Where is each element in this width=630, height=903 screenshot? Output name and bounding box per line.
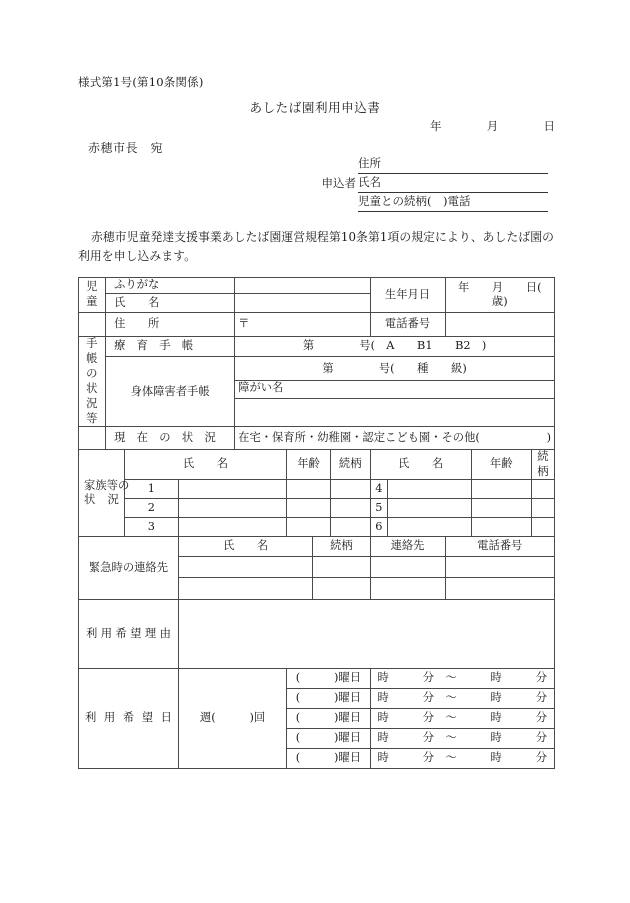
child-address-label: 住 所 xyxy=(114,317,160,331)
family-age-input-2[interactable] xyxy=(287,498,331,517)
desired-time-1[interactable]: 時 分 ～ 時 分 xyxy=(370,668,554,688)
desired-days-label-text: 利 用 希 望 日 xyxy=(85,711,172,725)
handbook-vertical-label-char-4: 状 xyxy=(86,381,98,395)
desired-time-4[interactable]: 時 分 ～ 時 分 xyxy=(370,728,554,748)
family-relation-input-3[interactable] xyxy=(330,517,370,536)
table-row-shintai-number xyxy=(79,357,555,381)
family-header-name-left: 氏 名 xyxy=(124,450,286,479)
family-relation-input-4[interactable] xyxy=(531,479,554,498)
child-furigana-label: ふりがな xyxy=(114,278,160,292)
child-name-input[interactable] xyxy=(235,294,370,313)
application-form-table xyxy=(78,277,565,769)
desired-day-4[interactable]: ( )曜日 xyxy=(287,728,370,748)
handbook-vertical-label-char-2: 帳 xyxy=(86,351,98,365)
date-year-label: 年 xyxy=(430,119,442,133)
family-relation-input-2[interactable] xyxy=(330,498,370,517)
emergency-header-name: 氏 名 xyxy=(178,536,312,556)
desired-time-2[interactable]: 時 分 ～ 時 分 xyxy=(370,688,554,708)
emergency-phone-input-1[interactable] xyxy=(445,556,554,577)
desired-frequency[interactable]: 週( )回 xyxy=(178,668,286,768)
handbook-vertical-label xyxy=(79,337,106,427)
family-name-input-2[interactable] xyxy=(178,498,286,517)
current-status-label: 現 在 の 状 況 xyxy=(114,431,216,445)
child-vertical-label-char-2: 童 xyxy=(86,295,98,308)
table-row-child-name xyxy=(79,278,555,294)
family-label xyxy=(79,450,130,536)
family-row-number-5: 5 xyxy=(370,498,388,517)
form-number: 様式第1号(第10条関係) xyxy=(78,75,204,89)
emergency-name-input-2[interactable] xyxy=(178,577,312,599)
child-phone-label: 電話番号 xyxy=(370,313,445,337)
family-row-number-4: 4 xyxy=(370,479,388,498)
desired-day-5[interactable]: ( )曜日 xyxy=(287,748,370,768)
family-row-number-6: 6 xyxy=(370,517,388,536)
family-age-input-5[interactable] xyxy=(471,498,531,517)
family-relation-input-6[interactable] xyxy=(531,517,554,536)
child-phone-input[interactable] xyxy=(445,313,554,337)
desired-day-2[interactable]: ( )曜日 xyxy=(287,688,370,708)
emergency-header-phone: 電話番号 xyxy=(445,536,554,556)
ryoiku-value[interactable]: 第 号( A B1 B2 ) xyxy=(235,337,555,357)
desired-day-1[interactable]: ( )曜日 xyxy=(287,668,370,688)
current-status-value[interactable] xyxy=(235,427,555,450)
family-age-input-6[interactable] xyxy=(471,517,531,536)
family-row-number-1: 1 xyxy=(124,479,178,498)
applicant-address-field[interactable]: 住所 xyxy=(358,155,548,174)
desired-time-5[interactable]: 時 分 ～ 時 分 xyxy=(370,748,554,768)
family-relation-input-5[interactable] xyxy=(531,498,554,517)
family-row-number-2: 2 xyxy=(124,498,178,517)
child-name-label-cell xyxy=(106,294,235,313)
intro-paragraph: 赤穂市児童発達支援事業あしたば園運営規程第10条第1項の規定により、あしたば園の利用を申し込みます。 xyxy=(78,230,555,263)
disability-name-label: 障がい名 xyxy=(235,381,555,399)
family-label-line-2: 状 況 xyxy=(84,493,119,507)
table-row-desired-day-1 xyxy=(79,668,555,688)
family-name-input-1[interactable] xyxy=(178,479,286,498)
child-furigana-input[interactable] xyxy=(235,278,370,294)
document-title: あしたば園利用申込書 xyxy=(249,100,381,115)
ryoiku-label: 療 育 手 帳 xyxy=(114,339,194,353)
family-relation-input-1[interactable] xyxy=(330,479,370,498)
table-row-reason xyxy=(79,599,555,668)
child-vertical-label xyxy=(79,278,106,313)
handbook-vertical-label-char-1: 手 xyxy=(86,337,98,350)
emergency-name-input-1[interactable] xyxy=(178,556,312,577)
table-row-child-address xyxy=(79,313,555,337)
date-month-label: 月 xyxy=(486,119,499,133)
current-status-label-cell xyxy=(106,427,235,450)
family-age-input-4[interactable] xyxy=(471,479,531,498)
shintai-label: 身体障害者手帳 xyxy=(106,357,235,427)
family-age-input-1[interactable] xyxy=(287,479,331,498)
emergency-relation-input-1[interactable] xyxy=(313,556,370,577)
emergency-contact-input-2[interactable] xyxy=(370,577,445,599)
child-birth-value[interactable]: 年 月 日( 歳) xyxy=(445,278,554,313)
family-row-number-3: 3 xyxy=(124,517,178,536)
family-header-name-right: 氏 名 xyxy=(370,450,471,479)
table-row-ryoiku xyxy=(79,337,555,357)
current-status-options: 在宅・保育所・幼稚園・認定こども園・その他( xyxy=(238,431,480,445)
handbook-vertical-label-spacer xyxy=(79,427,106,450)
emergency-header-contact: 連絡先 xyxy=(370,536,445,556)
family-header-relation-right: 続柄 xyxy=(531,450,554,479)
family-name-input-4[interactable] xyxy=(388,479,471,498)
family-header-age-right: 年齢 xyxy=(471,450,531,479)
disability-name-input[interactable] xyxy=(235,399,555,427)
shintai-number-value[interactable]: 第 号( 種 級) xyxy=(235,357,555,381)
date-line xyxy=(430,118,555,134)
desired-days-label xyxy=(79,668,179,768)
table-row-emergency-headers xyxy=(79,536,555,556)
table-row-family-3 xyxy=(79,517,555,536)
child-vertical-label-char-1: 児 xyxy=(86,280,98,294)
table-row-current-status xyxy=(79,427,555,450)
reason-label xyxy=(79,599,179,668)
family-name-input-6[interactable] xyxy=(388,517,471,536)
applicant-label: 申込者 xyxy=(321,176,356,190)
handbook-vertical-label-char-3: の xyxy=(86,366,98,380)
table-row-family-1 xyxy=(79,479,555,498)
applicant-name-field[interactable]: 氏名 xyxy=(358,174,548,193)
family-header-age-left: 年齢 xyxy=(287,450,331,479)
family-name-input-5[interactable] xyxy=(388,498,471,517)
child-address-input[interactable]: 〒 xyxy=(235,313,370,337)
child-address-label-cell xyxy=(106,313,235,337)
emergency-phone-input-2[interactable] xyxy=(445,577,554,599)
emergency-label: 緊急時の連絡先 xyxy=(79,536,179,599)
reason-input[interactable] xyxy=(178,599,554,668)
emergency-relation-input-2[interactable] xyxy=(313,577,370,599)
family-age-input-3[interactable] xyxy=(287,517,331,536)
family-header-relation-left: 続柄 xyxy=(330,450,370,479)
emergency-contact-input-1[interactable] xyxy=(370,556,445,577)
addressee: 赤穂市長 宛 xyxy=(88,141,164,155)
emergency-header-relation: 続柄 xyxy=(313,536,370,556)
child-furigana-label-cell xyxy=(106,278,235,294)
desired-time-3[interactable]: 時 分 ～ 時 分 xyxy=(370,708,554,728)
reason-label-text: 利 用 希 望 理 由 xyxy=(86,626,171,640)
table-row-family-headers xyxy=(79,450,555,479)
date-day-label: 日 xyxy=(543,119,555,133)
ryoiku-label-cell xyxy=(106,337,235,357)
family-name-input-3[interactable] xyxy=(178,517,286,536)
applicant-relation-phone-field[interactable]: 児童との続柄( )電話 xyxy=(358,193,548,212)
current-status-close-paren: ) xyxy=(546,431,551,445)
child-birth-label: 生年月日 xyxy=(370,278,445,313)
desired-day-3[interactable]: ( )曜日 xyxy=(287,708,370,728)
child-vertical-label-spacer xyxy=(79,313,106,337)
family-label-line-1: 家 族 等 の xyxy=(84,478,130,492)
table-row-family-2 xyxy=(79,498,555,517)
handbook-vertical-label-char-5: 況 xyxy=(86,396,98,410)
child-name-label: 氏 名 xyxy=(114,295,160,309)
handbook-vertical-label-char-6: 等 xyxy=(86,411,98,425)
